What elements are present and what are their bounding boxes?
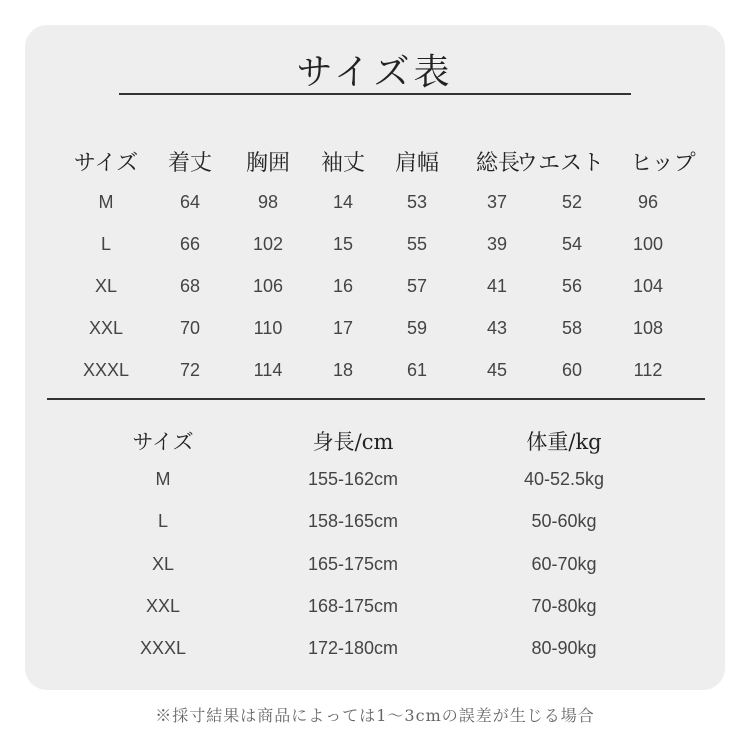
table1-cell: 15 [332,234,354,254]
table1-cell: 58 [561,318,583,338]
title-divider [119,93,631,95]
table1-cell: 68 [179,276,201,296]
table2-cell: L [157,511,169,531]
table1-cell: 57 [406,276,428,296]
table1-header: ウエスト [515,151,605,176]
table1-cell: XXXL [82,360,130,380]
table1-cell: 41 [486,276,508,296]
footnote: ※採寸結果は商品によっては1～3cmの誤差が生じる場合 [155,706,595,725]
table2-cell: 172-180cm [307,638,399,658]
table1-cell: 55 [406,234,428,254]
table2-cell: 155-162cm [307,469,399,489]
table2-cell: 40-52.5kg [523,469,605,489]
table1-cell: 39 [486,234,508,254]
table2-cell: XXL [145,596,181,616]
table1-cell: 106 [252,276,284,296]
table2-cell: 165-175cm [307,554,399,574]
table1-cell: 108 [632,318,664,338]
table1-cell: 18 [332,360,354,380]
table2-cell: 168-175cm [307,596,399,616]
table2-header: 身長/cm [312,430,394,454]
table2-cell: 80-90kg [531,638,597,658]
table2-header: サイズ [132,430,194,454]
table1-header: 肩幅 [394,151,440,176]
table1-cell: 43 [486,318,508,338]
table1-cell: M [98,192,114,212]
table1-cell: 16 [332,276,354,296]
size-chart-card [25,25,725,690]
table1-cell: 72 [179,360,201,380]
table1-cell: 59 [406,318,428,338]
table1-header: サイズ [73,151,139,176]
table1-cell: 52 [561,192,583,212]
table1-cell: L [100,234,112,254]
table1-cell: 104 [632,276,664,296]
table1-cell: 70 [179,318,201,338]
table1-header: 総長 [475,151,521,176]
table2-cell: XXXL [139,638,187,658]
table1-cell: 114 [253,360,283,380]
table-divider [47,398,705,400]
table2-cell: XL [151,554,175,574]
table1-cell: 100 [632,234,664,254]
table1-cell: XL [94,276,118,296]
table2-header: 体重/kg [526,430,602,454]
table2-cell: 70-80kg [531,596,597,616]
table2-cell: 158-165cm [307,511,399,531]
table1-header: 着丈 [167,151,213,176]
table1-cell: 98 [257,192,279,212]
page-title: サイズ表 [296,52,454,93]
table1-cell: 61 [406,360,428,380]
table1-cell: 45 [486,360,508,380]
table1-cell: 112 [633,360,663,380]
table1-cell: 14 [332,192,354,212]
table2-cell: 50-60kg [531,511,597,531]
table1-cell: 66 [179,234,201,254]
table1-cell: 102 [252,234,284,254]
table1-cell: 96 [637,192,659,212]
table1-cell: 64 [179,192,201,212]
table2-cell: 60-70kg [531,554,597,574]
table1-cell: 56 [561,276,583,296]
table1-cell: 53 [406,192,428,212]
table1-cell: 17 [332,318,354,338]
table1-header: 袖丈 [320,151,366,176]
table1-cell: 54 [561,234,583,254]
table1-cell: 60 [561,360,583,380]
table1-header: ヒップ [630,151,696,176]
table1-cell: 37 [486,192,508,212]
table2-cell: M [155,469,171,489]
table1-cell: 110 [253,318,283,338]
table1-header: 胸囲 [245,151,291,176]
table1-cell: XXL [88,318,124,338]
